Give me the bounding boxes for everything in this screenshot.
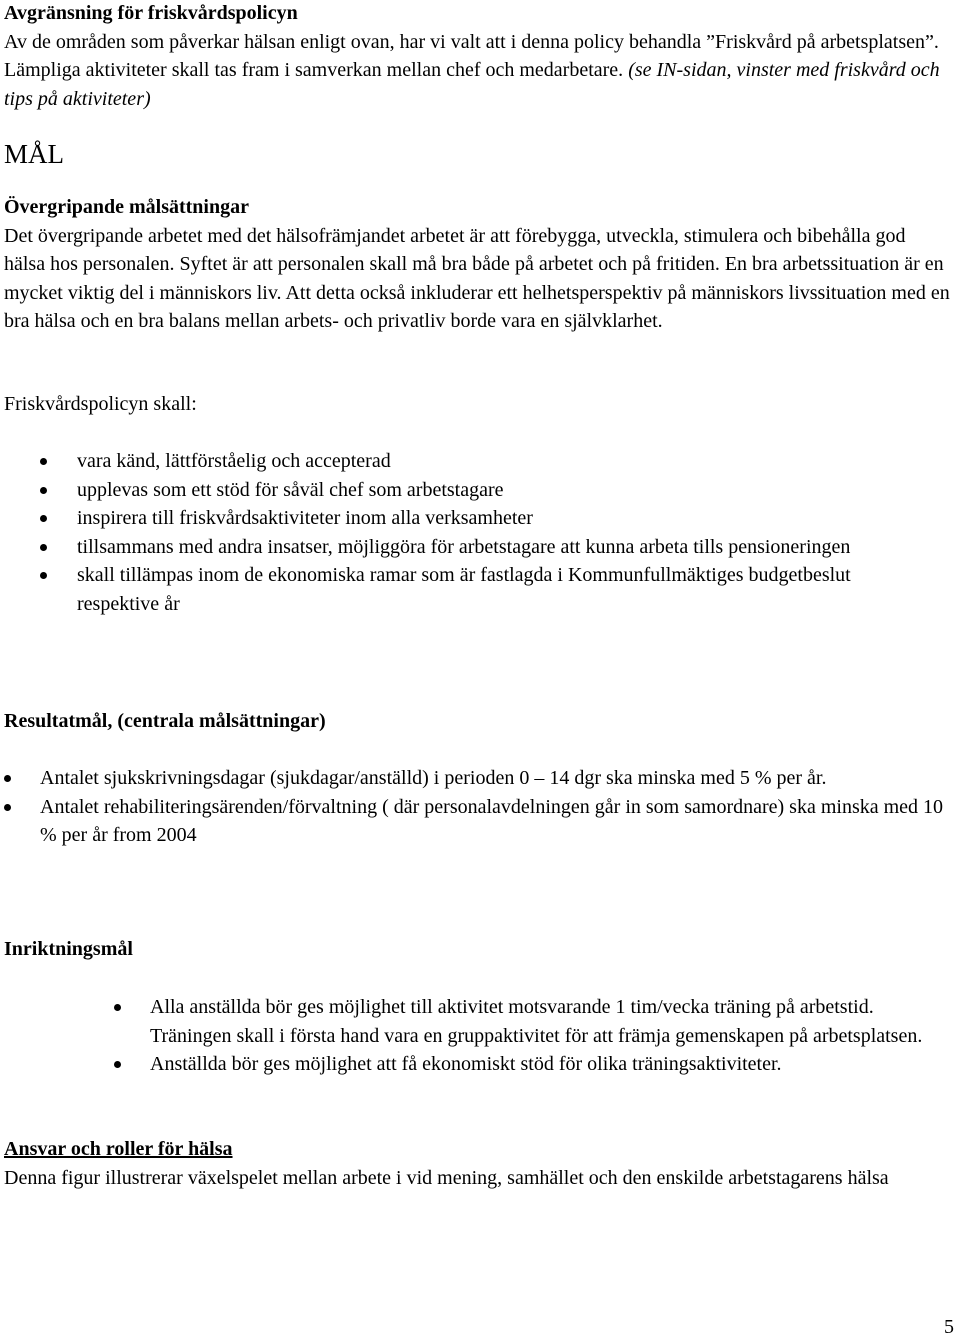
list-item-text: vara känd, lättförståelig och accepterad: [77, 450, 391, 472]
direction-list: [4, 993, 950, 1079]
overall-paragraph: Det övergripande arbetet med det hälsofrämjandet arbetet är att förebygga, utveckla, stimulera och bibehålla god hälsa hos personalen. Syftet är att personalen skall må bra både på arbetet och på fritiden. En bra arbetssituation är en mycket viktig del i människors liv. Att detta också inkluderar ett helhetsperspektiv på människors livssituation med en bra hälsa och en bra balans mellan arbets- och privatliv borde vara en självklarhet.: [4, 224, 950, 333]
scope-paragraph: [4, 28, 950, 114]
list-item: [4, 447, 950, 476]
scope-heading: Avgränsning för friskvårdspolicyn: [4, 2, 298, 24]
list-item: [4, 793, 950, 850]
list-item: [4, 1050, 950, 1079]
list-item-text: Anställda bör ges möjlighet att få ekonomiskt stöd för olika träningsaktiviteter.: [150, 1053, 782, 1076]
bullet-icon: [40, 487, 47, 494]
bullet-icon: [4, 775, 11, 782]
roles-paragraph: Denna figur illustrerar växelspelet mellan arbete i vid mening, samhället och den enskilde arbetstagarens hälsa: [4, 1166, 889, 1189]
overall-heading: Övergripande målsättningar: [4, 196, 249, 218]
bullet-icon: [4, 804, 11, 811]
bullet-icon: [114, 1061, 121, 1068]
policy-intro: Friskvårdspolicyn skall:: [4, 393, 197, 415]
result-list: [4, 764, 950, 850]
list-item: [4, 504, 950, 533]
list-item: [4, 533, 950, 562]
list-item-text: upplevas som ett stöd för såväl chef som arbetstagare: [77, 478, 504, 501]
list-item: [4, 561, 950, 618]
list-item-text: inspirera till friskvårdsaktiviteter inom alla verksamheter: [77, 507, 533, 530]
scope-section: [4, 0, 950, 113]
bullet-icon: [40, 515, 47, 522]
page-number: 5: [944, 1316, 954, 1338]
overall-section: [4, 193, 950, 336]
bullet-icon: [40, 458, 47, 465]
bullet-icon: [40, 572, 47, 579]
list-item: [4, 764, 950, 793]
scope-note: (se IN-sidan, vinster med friskvård och tips på aktiviteter): [4, 59, 940, 110]
policy-list: [4, 447, 950, 619]
list-item: [4, 476, 950, 505]
direction-heading: Inriktningsmål: [4, 938, 133, 960]
bullet-icon: [114, 1004, 121, 1011]
list-item-text: skall tillämpas inom de ekonomiska ramar som är fastlagda i Kommunfullmäktiges budgetbeslut respektive år: [77, 564, 851, 615]
goal-title: MÅL: [4, 139, 64, 169]
list-item-text: Antalet rehabiliteringsärenden/förvaltning ( där personalavdelningen går in som samordnare) ska minska med 10 % per år from 2004: [40, 795, 944, 847]
scope-text: Av de områden som påverkar hälsan enligt ovan, har vi valt att i denna policy behandla ”Friskvård på arbetsplatsen”. Lämpliga aktiviteter skall tas fram i samverkan mellan chef och medarbetare.: [4, 30, 939, 82]
roles-heading: Ansvar och roller för hälsa: [4, 1138, 233, 1160]
result-heading: Resultatmål, (centrala målsättningar): [4, 710, 326, 732]
bullet-icon: [40, 544, 47, 551]
list-item: [4, 993, 950, 1050]
roles-section: [4, 1135, 950, 1192]
list-item-text: Alla anställda bör ges möjlighet till aktivitet motsvarande 1 tim/vecka träning på arbetstid. Träningen skall i första hand vara en gruppaktivitet för att främja gemenskapen på arbetsplatsen.: [150, 996, 923, 1047]
list-item-text: tillsammans med andra insatser, möjliggöra för arbetstagare att kunna arbeta tills pensioneringen: [77, 535, 851, 558]
list-item-text: Antalet sjukskrivningsdagar (sjukdagar/anställd) i perioden 0 – 14 dgr ska minska med 5 % per år.: [40, 767, 827, 789]
